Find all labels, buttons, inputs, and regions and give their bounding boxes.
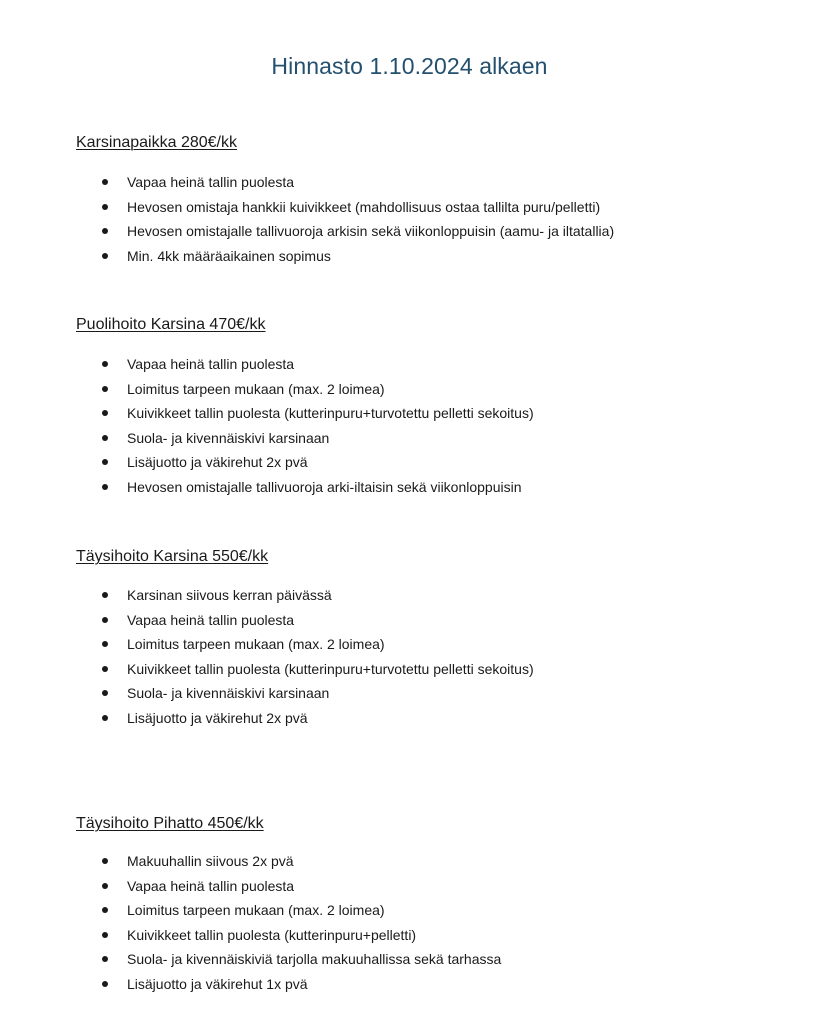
list-item: Kuivikkeet tallin puolesta (kutterinpuru+pelletti) (102, 926, 501, 951)
price-section-puolihoito-karsina (76, 315, 776, 495)
list-item: Vapaa heinä tallin puolesta (102, 611, 534, 636)
section-heading: Puolihoito Karsina 470€/kk (76, 316, 266, 333)
bullet-icon (102, 956, 108, 962)
list-item: Kuivikkeet tallin puolesta (kutterinpuru+turvotettu pelletti sekoitus) (102, 660, 534, 685)
list-item: Lisäjuotto ja väkirehut 1x pvä (102, 975, 501, 1000)
bullet-icon (102, 435, 108, 441)
list-item: Vapaa heinä tallin puolesta (102, 173, 614, 198)
list-item: Suola- ja kivennäiskiviä tarjolla makuuhallissa sekä tarhassa (102, 950, 501, 975)
bullet-icon (102, 617, 108, 623)
bullet-icon (102, 484, 108, 490)
bullet-icon (102, 641, 108, 647)
bullet-icon (102, 907, 108, 913)
bullet-list (102, 586, 534, 734)
list-item: Suola- ja kivennäiskivi karsinaan (102, 429, 534, 454)
bullet-icon (102, 690, 108, 696)
bullet-icon (102, 932, 108, 938)
bullet-icon (102, 228, 108, 234)
bullet-icon (102, 592, 108, 598)
bullet-icon (102, 666, 108, 672)
list-item: Loimitus tarpeen mukaan (max. 2 loimea) (102, 380, 534, 405)
list-item: Hevosen omistajalle tallivuoroja arkisin sekä viikonloppuisin (aamu- ja iltatallia) (102, 222, 614, 247)
list-item: Loimitus tarpeen mukaan (max. 2 loimea) (102, 635, 534, 660)
list-item: Vapaa heinä tallin puolesta (102, 877, 501, 902)
bullet-icon (102, 410, 108, 416)
bullet-icon (102, 858, 108, 864)
list-item: Karsinan siivous kerran päivässä (102, 586, 534, 611)
page-title: Hinnasto 1.10.2024 alkaen (271, 53, 548, 79)
list-item: Lisäjuotto ja väkirehut 2x pvä (102, 453, 534, 478)
bullet-list (102, 355, 534, 503)
bullet-icon (102, 459, 108, 465)
list-item: Lisäjuotto ja väkirehut 2x pvä (102, 709, 534, 734)
bullet-icon (102, 883, 108, 889)
bullet-icon (102, 981, 108, 987)
list-item: Hevosen omistajalle tallivuoroja arki-iltaisin sekä viikonloppuisin (102, 478, 534, 503)
price-section-taysihoito-karsina (76, 547, 776, 726)
section-heading: Karsinapaikka 280€/kk (76, 134, 237, 151)
list-item: Hevosen omistaja hankkii kuivikkeet (mahdollisuus ostaa tallilta puru/pelletti) (102, 198, 614, 223)
list-item: Makuuhallin siivous 2x pvä (102, 852, 501, 877)
list-item: Vapaa heinä tallin puolesta (102, 355, 534, 380)
price-section-taysihoito-pihatto (76, 814, 776, 992)
list-item: Min. 4kk määräaikainen sopimus (102, 247, 614, 272)
list-item: Suola- ja kivennäiskivi karsinaan (102, 684, 534, 709)
bullet-icon (102, 361, 108, 367)
section-heading: Täysihoito Karsina 550€/kk (76, 548, 269, 565)
list-item: Loimitus tarpeen mukaan (max. 2 loimea) (102, 901, 501, 926)
bullet-icon (102, 253, 108, 259)
bullet-icon (102, 715, 108, 721)
price-section-karsinapaikka (76, 133, 776, 264)
bullet-icon (102, 179, 108, 185)
bullet-icon (102, 204, 108, 210)
bullet-list (102, 852, 501, 1000)
section-heading: Täysihoito Pihatto 450€/kk (76, 815, 264, 832)
list-item: Kuivikkeet tallin puolesta (kutterinpuru+turvotettu pelletti sekoitus) (102, 404, 534, 429)
bullet-list (102, 173, 614, 271)
bullet-icon (102, 386, 108, 392)
